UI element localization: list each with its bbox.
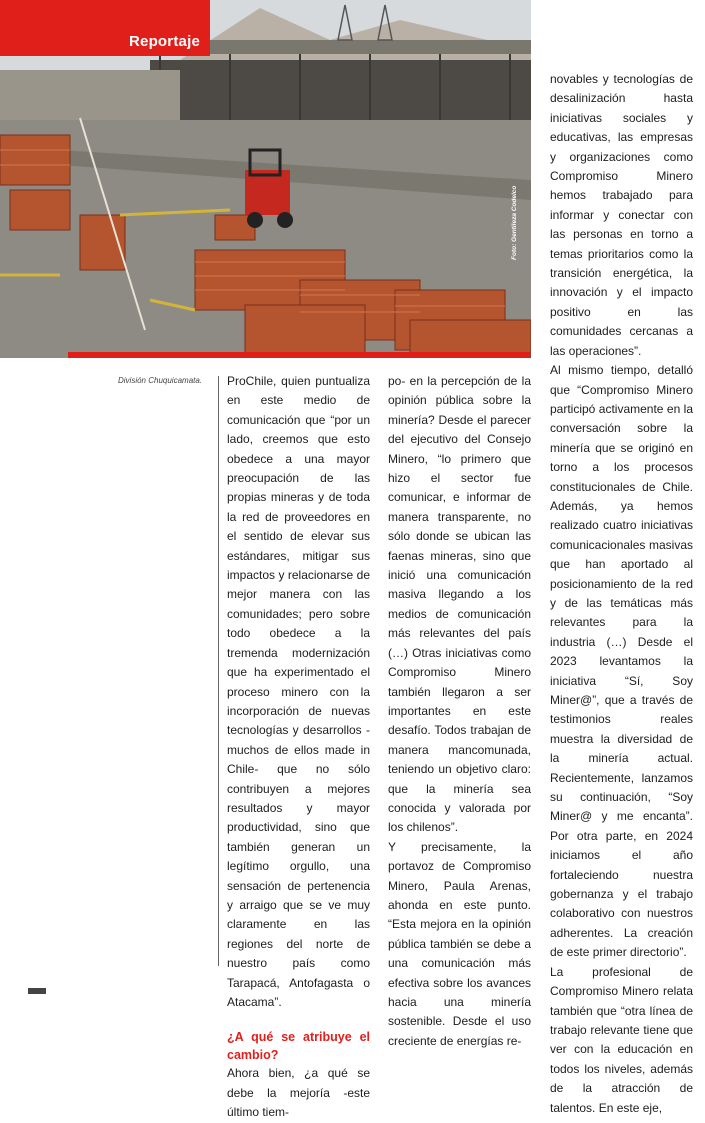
red-accent-strip <box>68 352 530 358</box>
article-column-1 <box>227 372 370 1123</box>
page-corner-mark <box>28 988 46 994</box>
article-column-3 <box>550 70 693 1118</box>
paragraph: novables y tecnologías de desalinización hasta iniciativas sociales y educativas, las empresas y organizaciones como Compromiso Minero hemos trabajado para informar y conectar con las personas en torno a temas prioritarios como la transición energética, la innovación y el impacto positivo en las comunidades cercanas a las operaciones”. <box>550 72 693 358</box>
subheading: ¿A qué se atribuye el cambio? <box>227 1030 370 1063</box>
article-column-2 <box>388 372 531 1051</box>
paragraph: La profesional de Compromiso Minero relata también que “otra línea de trabajo relevante tiene que ver con la educación en todos los niveles, además de la atracción de talentos. En este eje, <box>550 964 693 1115</box>
section-tag <box>0 0 210 56</box>
section-label: Reportaje <box>129 33 200 50</box>
paragraph: Al mismo tiempo, detalló que “Compromiso Minero participó activamente en la conversación sobre la minería que se originó en torno a los procesos constitucionales de Chile. Además, ya hemos realizado cuatro iniciativas comunicacionales masivas que han aportado al posicionamiento de la red y de las temáticas más relevantes para la industria (…) Desde el 2023 levantamos la iniciativa “Sí, Soy Miner@”, que a través de testimonios reales muestra la diversidad de la minería actual. Recientemente, lanzamos su continuación, “Soy Miner@ y me encanta”. Por otra parte, en 2024 iniciamos el año fortaleciendo nuestra gobernanza y el trabajo colaborativo con nuestros adherentes. La creación de este primer directorio”. <box>550 363 693 960</box>
photo-credit-text: Foto: Gentileza Codelco <box>511 185 518 260</box>
paragraph: Y precisamente, la portavoz de Compromiso Minero, Paula Arenas, ahonda en este punto. “Esta mejora en la opinión pública también se debe a una comunicación más efectiva sobre los avances hacia una minería sostenible. Desde el uso creciente de energías re- <box>388 839 531 1048</box>
photo-credit <box>511 100 525 260</box>
column-rule <box>218 376 219 966</box>
paragraph: Ahora bien, ¿a qué se debe la mejoría -este último tiem- <box>227 1066 370 1120</box>
photo-caption: División Chuquicamata. <box>118 376 203 385</box>
paragraph: po- en la percepción de la opinión pública sobre la minería? Desde el parecer del ejecutivo del Consejo Minero, “lo primero que hizo el sector fue comunicar, e informar de manera transparente, no sólo donde se ubican las faenas mineras, sino que inició una comunicación masiva llegando a los medios de comunicación más relevantes del país (…) Otras iniciativas como Compromiso Minero también llegaron a ser importantes en este desafío. Todos trabajan de manera mancomunada, teniendo un objetivo claro: que la minería sea conocida y valorada por los chilenos”. <box>388 374 531 835</box>
paragraph: ProChile, quien puntualiza en este medio de comunicación que “por un lado, creemos que esto obedece a una mayor preocupación de las propias mineras y de toda la red de proveedores en el sentido de elevar sus estándares, mitigar sus impactos y relacionarse de mejor manera con las comunidades; pero sobre todo obedece a la tremenda modernización que ha experimentado el proceso minero con la incorporación de nuevas tecnologías y desarrollos -muchos de ellos made in Chile- que no sólo contribuyen a mejores resultados y mayor productividad, sino que también generan un legítimo orgullo, una sensación de pertenencia y arraigo que se ve muy claramente en las regiones del norte de nuestro país como Tarapacá, Antofagasta o Atacama”. <box>227 374 370 1009</box>
